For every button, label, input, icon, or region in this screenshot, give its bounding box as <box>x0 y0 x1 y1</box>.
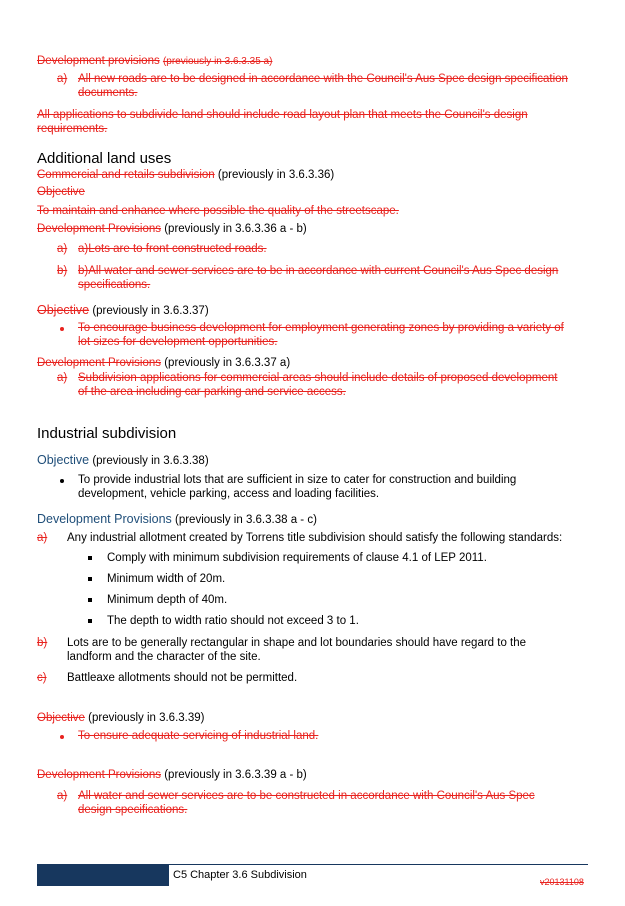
subsection-heading <box>37 356 290 370</box>
list-item-text: documents. <box>78 87 138 99</box>
section-title: Industrial subdivision <box>37 425 177 442</box>
list-item-text: Any industrial allotment created by Torrens title subdivision should satisfy the following standards: <box>67 532 563 544</box>
dev-provisions-heading <box>37 54 272 69</box>
list-item-text: of the area including car parking and service access. <box>78 386 346 398</box>
bullet-icon <box>60 327 64 331</box>
list-item-text: All water and sewer services are to be constructed in accordance with Council's Aus Spec <box>78 790 535 802</box>
standard-item: Comply with minimum subdivision requirements of clause 4.1 of LEP 2011. <box>107 552 487 564</box>
list-marker: c) <box>37 672 47 684</box>
list-marker: b) <box>37 637 48 649</box>
subsection-heading <box>37 453 209 468</box>
list-marker: b) <box>57 265 68 277</box>
deleted-heading: Development Provisions <box>37 223 162 235</box>
list-item-text: design specifications. <box>78 804 188 816</box>
heading-ref: (previously in 3.6.3.38 a - c) <box>175 514 317 526</box>
paragraph-line: To maintain and enhance where possible the quality of the streetscape. <box>37 205 399 217</box>
deleted-heading: Objective <box>37 712 85 724</box>
heading-ref: (previously in 3.6.3.36) <box>217 169 335 181</box>
subsection-heading <box>37 768 307 782</box>
objective-label: Objective <box>37 453 90 467</box>
list-item-text: landform and the character of the site. <box>67 651 261 663</box>
standard-item: The depth to width ratio should not exceed 3 to 1. <box>107 615 359 627</box>
footer-block <box>37 864 169 886</box>
standard-item: Minimum width of 20m. <box>107 573 226 585</box>
deleted-heading: Development Provisions <box>37 769 162 781</box>
heading-ref: (previously in 3.6.3.37 a) <box>164 357 291 369</box>
bullet-icon <box>60 735 64 739</box>
paragraph-line: All applications to subdivide land should include road layout plan that meets the Council's design <box>37 109 528 121</box>
heading-ref: (previously in 3.6.3.38) <box>92 455 209 467</box>
list-item-text: a)Lots are to front constructed roads. <box>78 243 267 255</box>
subsection-heading <box>37 303 209 318</box>
bullet-text: lot sizes for development opportunities. <box>78 336 278 348</box>
square-bullet-icon <box>88 619 92 623</box>
heading-ref: (previously in 3.6.3.35 a) <box>162 56 273 67</box>
objective-heading: Objective <box>37 186 85 198</box>
heading-deleted-text: Development provisions <box>37 55 160 67</box>
standard-item: Minimum depth of 40m. <box>107 594 228 606</box>
subsection-heading <box>37 512 317 527</box>
square-bullet-icon <box>88 598 92 602</box>
dev-provisions-label: Development Provisions <box>37 512 172 526</box>
footer-version: v20131108 <box>540 877 584 887</box>
list-item-text: b)All water and sewer services are to be in accordance with current Council's Aus Spec design <box>78 265 559 277</box>
square-bullet-icon <box>88 577 92 581</box>
subsection-heading <box>37 168 334 182</box>
section-title: Additional land uses <box>37 150 172 167</box>
bullet-text: To ensure adequate servicing of industrial land. <box>78 730 319 742</box>
heading-ref: (previously in 3.6.3.39) <box>88 712 205 724</box>
list-marker: a) <box>57 790 68 802</box>
list-marker: a) <box>57 372 68 384</box>
list-item-text: Subdivision applications for commercial areas should include details of proposed development <box>78 372 558 384</box>
deleted-heading: Commercial and retails subdivision <box>37 169 215 181</box>
list-item-text: All new roads are to be designed in accordance with the Council's Aus Spec design specification <box>78 73 568 85</box>
heading-ref: (previously in 3.6.3.36 a - b) <box>164 223 307 235</box>
list-item-text: Lots are to be generally rectangular in shape and lot boundaries should have regard to the <box>67 637 527 649</box>
bullet-text: To provide industrial lots that are sufficient in size to cater for construction and building <box>78 474 517 486</box>
square-bullet-icon <box>88 556 92 560</box>
paragraph-line: requirements. <box>37 123 108 135</box>
subsection-heading <box>37 222 307 236</box>
list-item-text: specifications. <box>78 279 151 291</box>
list-item-text: Battleaxe allotments should not be permitted. <box>67 672 298 684</box>
deleted-heading: Objective <box>37 303 90 317</box>
heading-ref: (previously in 3.6.3.37) <box>92 305 209 317</box>
list-marker: a) <box>37 532 48 544</box>
subsection-heading <box>37 711 204 725</box>
bullet-text: To encourage business development for employment generating zones by providing a variety of <box>78 322 564 334</box>
bullet-icon <box>60 479 64 483</box>
bullet-text: development, vehicle parking, access and loading facilities. <box>78 488 380 500</box>
heading-ref: (previously in 3.6.3.39 a - b) <box>164 769 307 781</box>
list-marker: a) <box>57 243 68 255</box>
footer-title: C5 Chapter 3.6 Subdivision <box>173 869 307 881</box>
list-marker: a) <box>57 73 68 85</box>
deleted-heading: Development Provisions <box>37 357 162 369</box>
